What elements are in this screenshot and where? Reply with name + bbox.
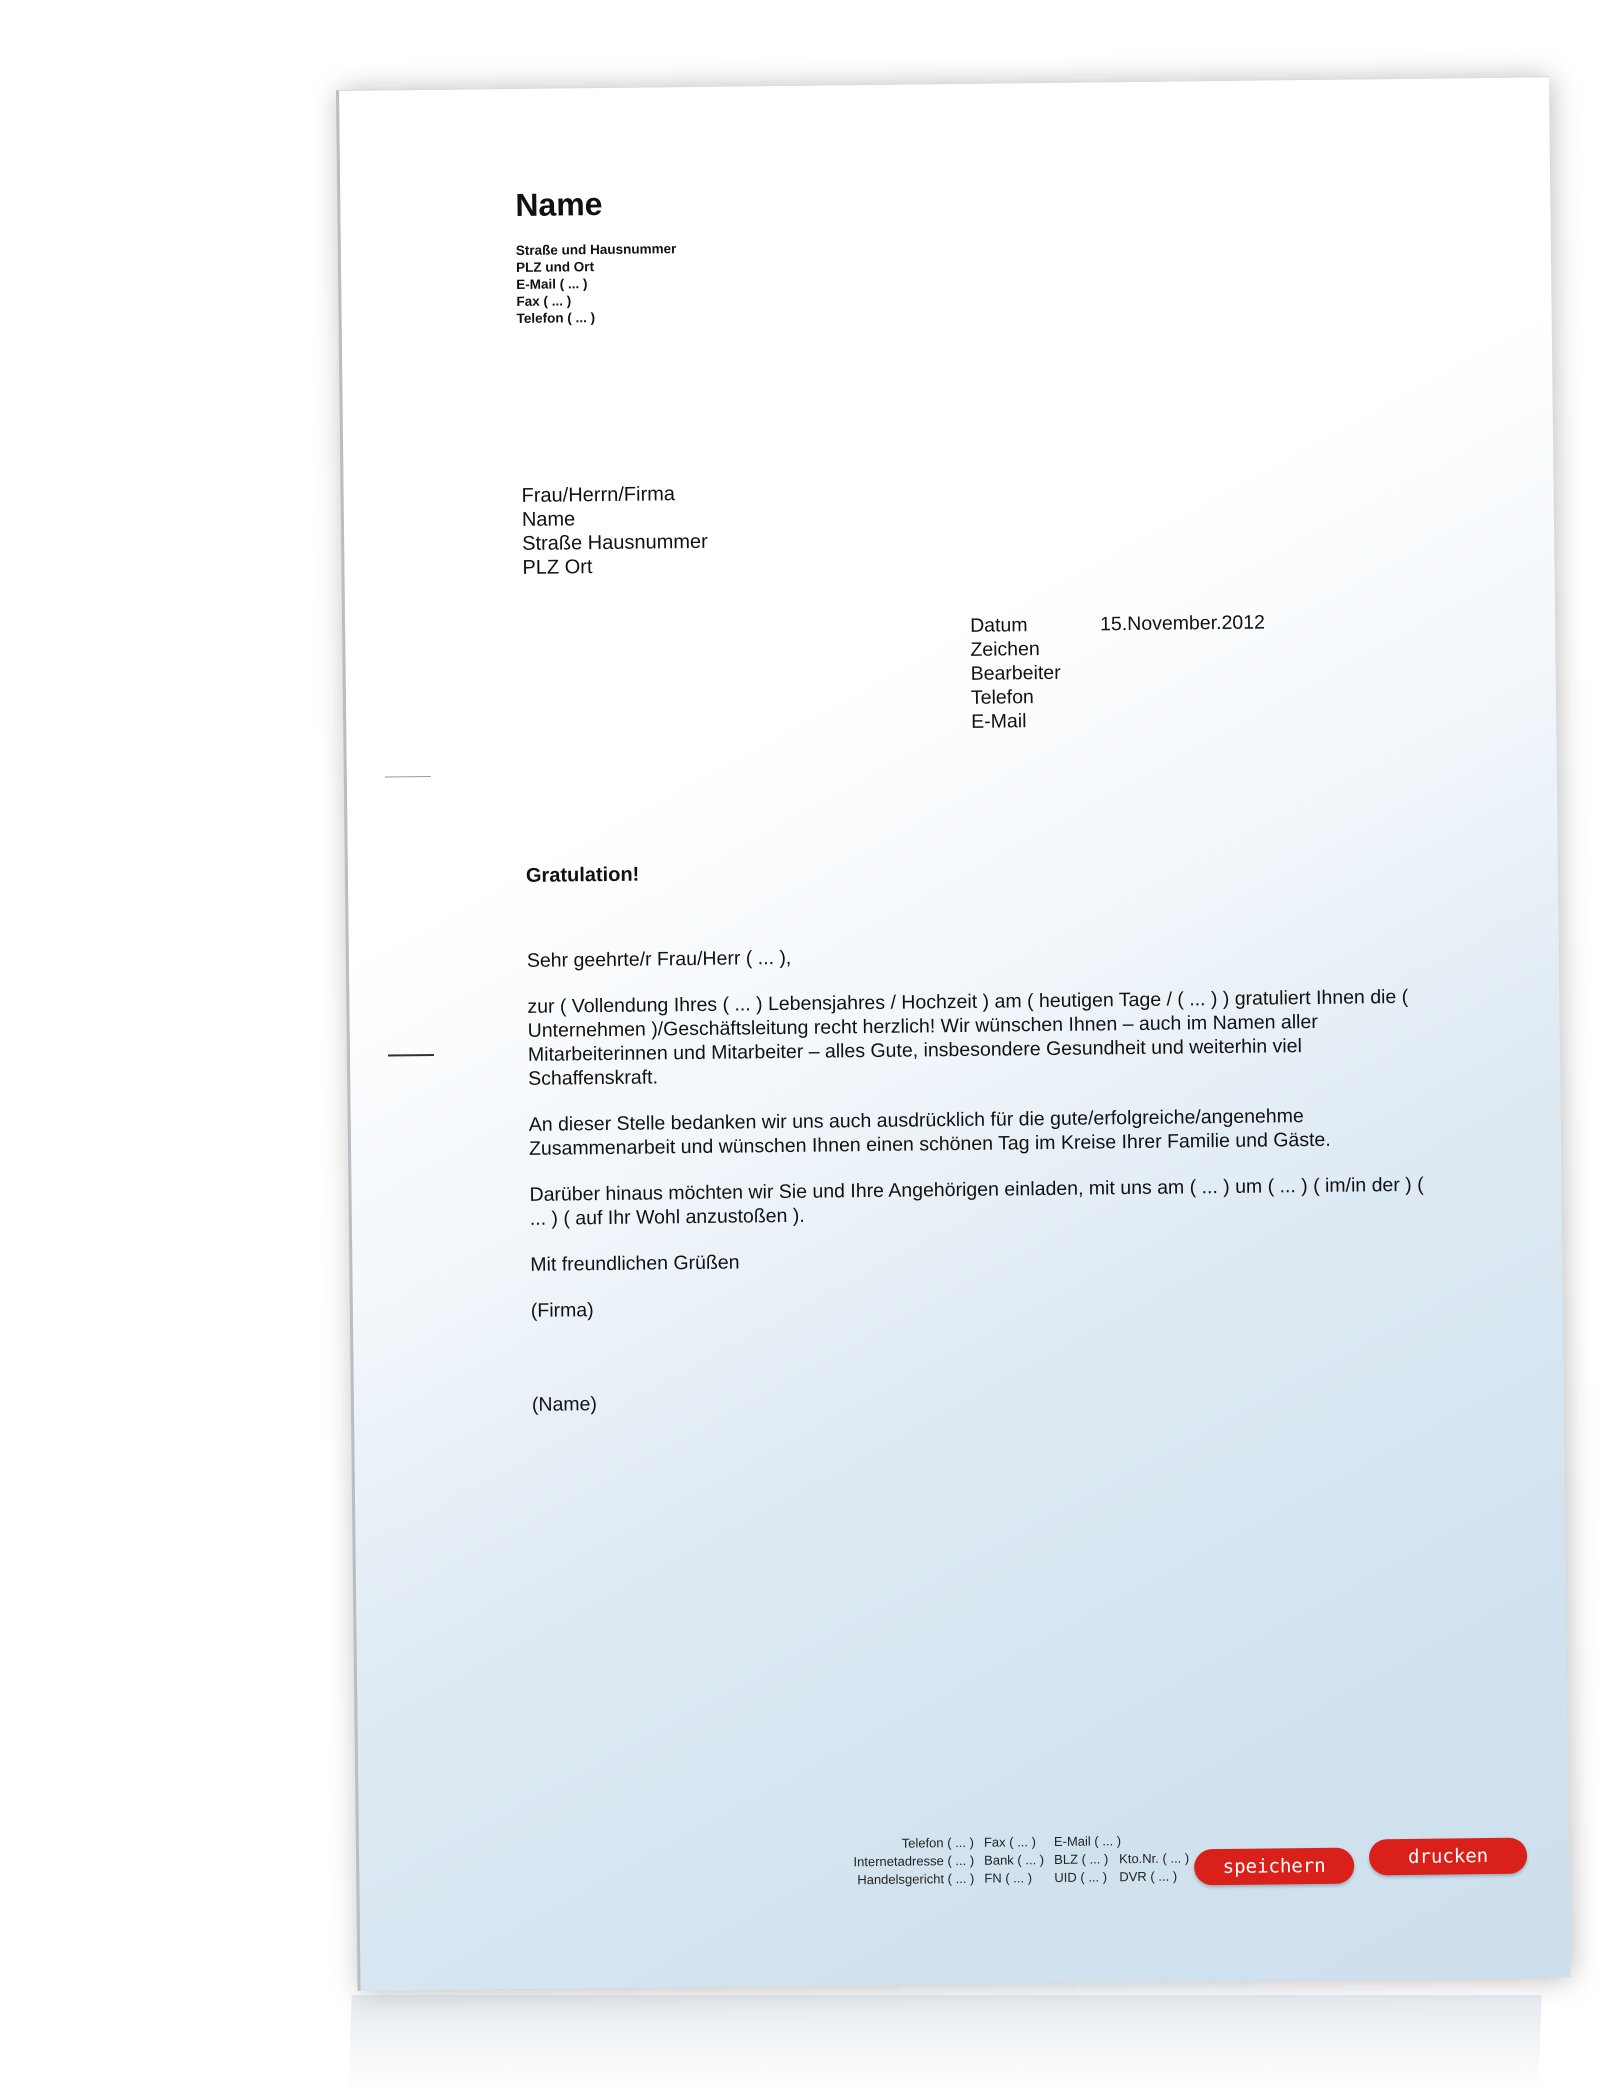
date-row [970,610,1265,637]
recipient-city: PLZ Ort [522,556,593,579]
editor-row [971,658,1266,685]
punch-mark [388,1054,434,1057]
sender-city: PLZ und Ort [515,259,595,275]
letter-paragraph: Darüber hinaus möchten wir Sie und Ihre Angehörigen einladen, mit uns am ( ... ) um ( ... ) ( im/in der ) ( ... ) ( auf Ihr Wohl anzustoßen ). [529,1173,1424,1230]
footer-blz: BLZ ( ... ) [1054,1851,1109,1867]
date-value: 15.November.2012 [1099,611,1266,636]
reference-row [970,634,1265,661]
footer-uid: UID ( ... ) [1054,1869,1108,1885]
letter-body [527,939,1433,1439]
date-label: Datum [969,614,1028,637]
print-button[interactable]: drucken [1369,1838,1527,1876]
sender-phone: Telefon ( ... ) [516,310,596,326]
email-label: E-Mail [971,710,1027,733]
footer-dvr: DVR ( ... ) [1119,1868,1178,1885]
reference-label: Zeichen [970,638,1040,661]
footer-fn: FN ( ... ) [984,1870,1033,1886]
recipient-street: Straße Hausnummer [522,530,708,555]
footer-website: Internetadresse ( ... ) [853,1852,975,1870]
sender-street: Straße und Hausnummer [515,241,677,258]
letter-paragraph: An dieser Stelle bedanken wir uns auch ausdrücklich für die gute/erfolgreiche/angenehme Zusammenarbeit und wünschen Ihnen einen schönen Tag im Kreise Ihrer Familie und Gäste. [528,1105,1331,1160]
email-row [971,706,1266,733]
reference-block [970,610,1266,733]
footer-account-number: Kto.Nr. ( ... ) [1119,1850,1190,1867]
letter-subject: Gratulation! [525,863,640,887]
letter-closing: Mit freundlichen Grüßen [530,1251,740,1276]
footer-fax: Fax ( ... ) [983,1834,1037,1850]
letter-page [336,76,1570,1991]
footer-phone: Telefon ( ... ) [901,1834,975,1851]
footer-row [824,1867,1209,1889]
phone-label: Telefon [970,686,1034,709]
page-reflection [348,1995,1541,2090]
editor-label: Bearbeiter [970,661,1061,685]
sender-address-block [516,240,677,327]
fold-mark [385,776,431,778]
footer-company-info [824,1831,1210,1889]
sender-fax: Fax ( ... ) [516,293,572,309]
save-button[interactable]: speichern [1194,1848,1354,1886]
letter-company: (Firma) [530,1299,594,1322]
recipient-salutation-line: Frau/Herrn/Firma [521,483,676,507]
sender-email: E-Mail ( ... ) [516,276,588,292]
footer-bank: Bank ( ... ) [984,1852,1045,1868]
recipient-address-block [521,482,708,580]
letter-salutation: Sehr geehrte/r Frau/Herr ( ... ), [526,946,792,972]
recipient-name: Name [521,508,576,531]
footer-court: Handelsgericht ( ... ) [857,1870,975,1888]
sender-name: Name [515,185,603,223]
phone-row [971,682,1266,709]
letter-signature-name: (Name) [531,1393,598,1416]
letter-paragraph: zur ( Vollendung Ihres ( ... ) Lebensjahres / Hochzeit ) am ( heutigen Tage / ( ... ) ) gratuliert Ihnen die ( Unternehmen )/Geschäftsleitung recht herzlich! Wir wünschen Ihnen – auch im Namen aller Mitarbeiterinnen und Mitarbeiter – alles Gute, insbesondere Gesundheit und weiterhin viel Schaffenskraft. [527,985,1409,1090]
footer-email: E-Mail ( ... ) [1053,1833,1122,1849]
